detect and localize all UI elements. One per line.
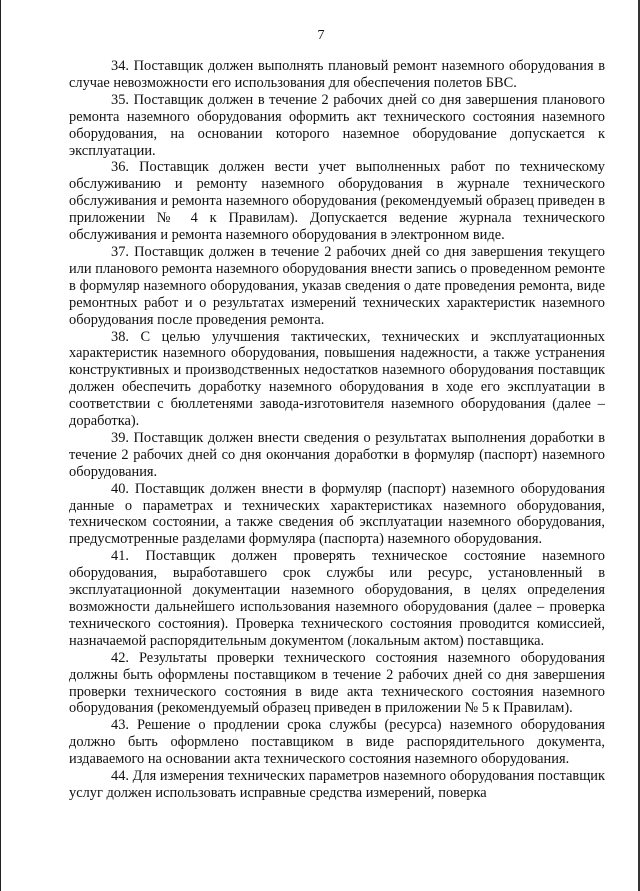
paragraph-35: 35. Поставщик должен в течение 2 рабочих дней со дня завершения планового ремонта наземного оборудования оформить акт технического состояния наземного оборудования, на основании которого наземное оборудование допускается к эксплуатации. bbox=[69, 91, 605, 159]
page-number: 7 bbox=[317, 28, 325, 43]
paragraph-39: 39. Поставщик должен внести сведения о результатах выполнения доработки в течение 2 рабочих дней со дня окончания доработки в формуляр (паспорт) наземного оборудования. bbox=[69, 429, 605, 480]
paragraph-44: 44. Для измерения технических параметров наземного оборудования поставщик услуг должен использовать исправные средства измерений, поверка bbox=[69, 768, 605, 801]
document-body bbox=[69, 58, 605, 802]
paragraph-38: 38. С целью улучшения тактических, технических и эксплуатационных характеристик наземного оборудования, повышения надежности, а также устранения конструктивных и производственных недостатков наземного оборудования поставщик должен обеспечить доработку наземного оборудования в ходе его эксплуатации в соответствии с бюллетенями завода-изготовителя наземного оборудования (далее – доработка). bbox=[69, 328, 605, 430]
paragraph-36: 36. Поставщик должен вести учет выполненных работ по техническому обслуживанию и ремонту наземного оборудования в журнале технического обслуживания и ремонта наземного оборудования (рекомендуемый образец приведен в приложении № 4 к Правилам). Допускается ведение журнала технического обслуживания и ремонта наземного оборудования в электронном виде. bbox=[69, 159, 605, 244]
paragraph-37: 37. Поставщик должен в течение 2 рабочих дней со дня завершения текущего или планового ремонта наземного оборудования внести запись о проведенном ремонте в формуляр наземного оборудования, указав сведения о дате проведения ремонта, виде ремонтных работ и о результатах измерений технических характеристик наземного оборудования после проведения ремонта. bbox=[69, 243, 605, 328]
paragraph-41: 41. Поставщик должен проверять техническое состояние наземного оборудования, выработавшего срок службы или ресурс, установленный в эксплуатационной документации наземного оборудования, в целях определения возможности дальнейшего использования наземного оборудования (далее – проверка технического состояния). Проверка технического состояния проводится комиссией, назначаемой распорядительным документом (локальным актом) поставщика. bbox=[69, 548, 605, 649]
paragraph-42: 42. Результаты проверки технического состояния наземного оборудования должны быть оформлены поставщиком в течение 2 рабочих дней со дня завершения проверки технического состояния в виде акта технического состояния наземного оборудования (рекомендуемый образец приведен в приложении № 5 к Правилам). bbox=[69, 649, 605, 717]
paragraph-43: 43. Решение о продлении срока службы (ресурса) наземного оборудования должно быть оформлено поставщиком в виде распорядительного документа, издаваемого на основании акта технического состояния наземного оборудования. bbox=[69, 717, 605, 768]
paragraph-40: 40. Поставщик должен внести в формуляр (паспорт) наземного оборудования данные о параметрах и технических характеристиках наземного оборудования, техническом состоянии, а также сведения об эксплуатации наземного оборудования, предусмотренные разделами формуляра (паспорта) наземного оборудования. bbox=[69, 480, 605, 548]
paragraph-34: 34. Поставщик должен выполнять плановый ремонт наземного оборудования в случае невозможности его использования для обеспечения полетов БВС. bbox=[69, 58, 605, 91]
